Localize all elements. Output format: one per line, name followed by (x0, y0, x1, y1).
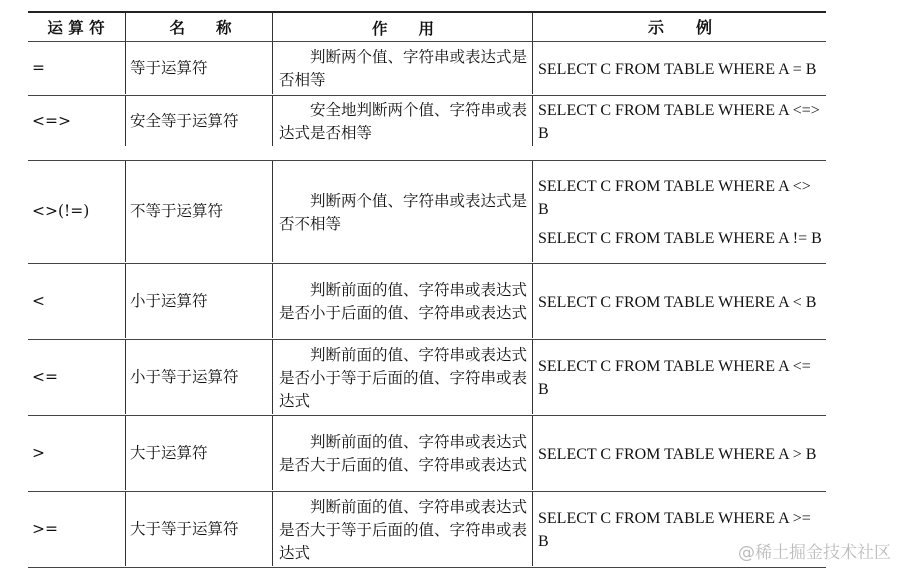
operator-cell: <=> (32, 111, 71, 130)
purpose-cell: 判断前面的值、字符串或表达式是否小于后面的值、字符串或表达式 (272, 264, 531, 338)
operator-cell: <= (32, 367, 58, 386)
header-operator: 运 算 符 (47, 17, 105, 37)
table-row (28, 492, 826, 566)
purpose-cell: 安全地判断两个值、字符串或表达式是否相等 (272, 96, 531, 146)
purpose-cell: 判断前面的值、字符串或表达式是否大于后面的值、字符串或表达式 (272, 416, 531, 490)
header-example: 示 例 (532, 13, 826, 41)
name-cell: 大于运算符 (125, 416, 271, 490)
name-cell: 不等于运算符 (125, 161, 271, 262)
table-header-row (28, 13, 826, 41)
example-cell: SELECT C FROM TABLE WHERE A = B (532, 42, 826, 94)
purpose-cell: 判断前面的值、字符串或表达式是否小于等于后面的值、字符串或表达式 (272, 340, 531, 414)
watermark: @稀土掘金技术社区 (738, 543, 891, 563)
example-cell: SELECT C FROM TABLE WHERE A <= B (532, 340, 826, 414)
table-row (28, 416, 826, 490)
example-cell: SELECT C FROM TABLE WHERE A < B (532, 264, 826, 338)
operator-cell: <>(!=) (32, 202, 90, 220)
table-row (28, 42, 826, 94)
example-cell: SELECT C FROM TABLE WHERE A <> B SELECT C FROM TABLE WHERE A != B (532, 161, 826, 262)
purpose-cell: 判断两个值、字符串或表达式是否不相等 (272, 161, 531, 262)
operator-cell: < (32, 291, 45, 310)
purpose-cell: 判断两个值、字符串或表达式是否相等 (272, 42, 531, 94)
purpose-cell: 判断前面的值、字符串或表达式是否大于等于后面的值、字符串或表达式 (272, 492, 531, 566)
name-cell: 等于运算符 (125, 42, 271, 94)
table-row (28, 264, 826, 338)
operator-cell: >= (32, 519, 58, 538)
header-purpose: 作 用 (272, 13, 531, 41)
row-rule (28, 567, 826, 568)
name-cell: 安全等于运算符 (125, 96, 271, 146)
operator-cell: = (32, 58, 45, 77)
table-row (28, 161, 826, 262)
header-name: 名 称 (125, 13, 271, 41)
example-cell: SELECT C FROM TABLE WHERE A > B (532, 416, 826, 490)
name-cell: 小于等于运算符 (125, 340, 271, 414)
table-row (28, 340, 826, 414)
table-row (28, 96, 826, 146)
example-cell: SELECT C FROM TABLE WHERE A <=> B (532, 96, 826, 146)
operator-cell: > (32, 443, 45, 462)
name-cell: 小于运算符 (125, 264, 271, 338)
example-cell: SELECT C FROM TABLE WHERE A >= B (532, 492, 826, 566)
name-cell: 大于等于运算符 (125, 492, 271, 566)
